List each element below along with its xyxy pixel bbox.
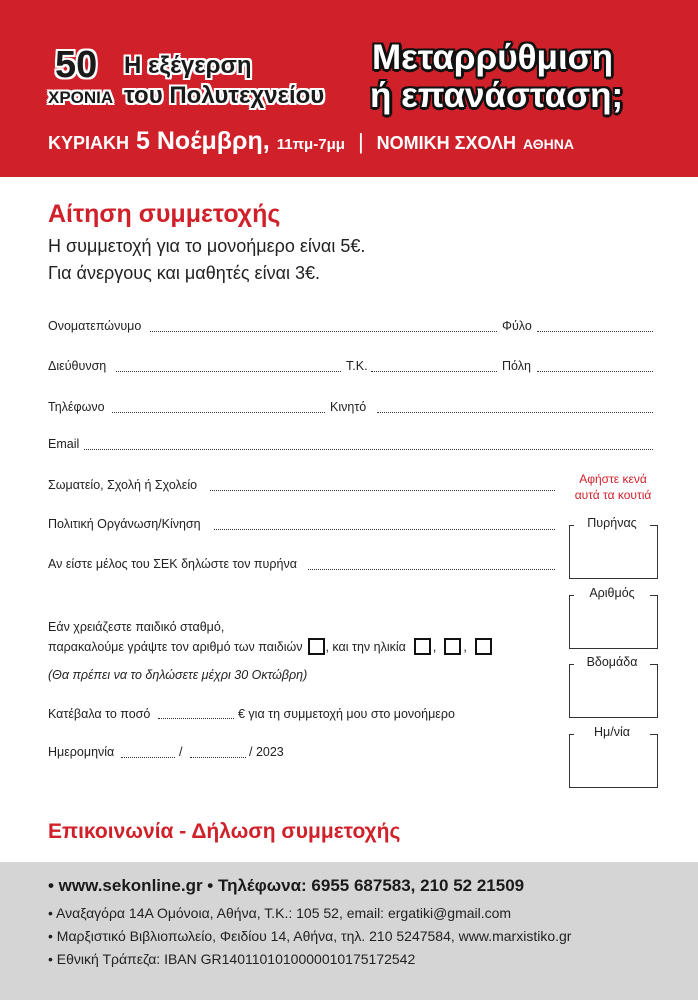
event-day: ΚΥΡΙΑΚΗ <box>48 133 130 153</box>
years-number: 50 <box>55 44 98 86</box>
paid-prefix: Κατέβαλα το ποσό <box>48 707 151 721</box>
city-field[interactable] <box>537 371 653 372</box>
address-field[interactable] <box>116 371 341 372</box>
gender-label: Φύλο <box>502 319 532 333</box>
contact-line-address: • Αναξαγόρα 14Α Ομόνοια, Αθήνα, Τ.Κ.: 105 52, email: ergatiki@gmail.com <box>48 905 512 921</box>
children-count-label: παρακαλούμε γράψτε τον αριθμό των παιδιών <box>48 639 303 654</box>
mobile-label: Κινητό <box>330 400 367 414</box>
union-label: Σωματείο, Σχολή ή Σχολείο <box>48 478 198 492</box>
contact-line-bookshop: • Μαρξιστικό Βιβλιοπωλείο, Φειδίου 14, Αθήνα, τηλ. 210 5247584, www.marxistiko.gr <box>48 928 572 944</box>
slogan-line2: ή επανάσταση; <box>370 76 624 115</box>
comma-2: , <box>463 639 467 654</box>
name-label: Ονοματεπώνυμο <box>48 319 142 333</box>
office-box-date <box>569 734 658 788</box>
office-box-week <box>569 664 658 718</box>
date-day-field[interactable] <box>121 757 175 758</box>
office-box-nucleus-label: Πυρήνας <box>574 516 650 530</box>
date-slash: / <box>179 745 183 759</box>
slogan-line1: Μεταρρύθμιση <box>372 38 613 77</box>
child-age-box-1[interactable] <box>414 638 431 655</box>
child-age-box-3[interactable] <box>475 638 492 655</box>
price-line1: Η συμμετοχή για το μονοήμερο είναι 5€. <box>48 236 366 256</box>
event-info-line <box>48 127 574 157</box>
office-box-number-label: Αριθμός <box>574 586 650 600</box>
office-note-line1: Αφήστε κενά <box>579 472 647 486</box>
paid-amount-field[interactable] <box>158 718 234 719</box>
paid-suffix: € για τη συμμετοχή μου στο μονοήμερο <box>238 707 455 721</box>
date-year: / 2023 <box>249 745 284 759</box>
phone-field[interactable] <box>112 412 325 413</box>
event-time: 11πμ-7μμ <box>276 136 345 153</box>
email-label: Email <box>48 437 80 451</box>
union-field[interactable] <box>210 490 555 491</box>
city-label: Πόλη <box>502 359 531 373</box>
office-box-date-label: Ημ/νία <box>574 725 650 739</box>
political-label: Πολιτική Οργάνωση/Κίνηση <box>48 517 201 531</box>
childcare-line2 <box>48 638 492 655</box>
years-word: ΧΡΟΝΙΑ <box>48 88 114 107</box>
gender-field[interactable] <box>537 331 653 332</box>
uprising-line2: του Πολυτεχνείου <box>124 82 325 109</box>
contact-line-bank: • Εθνική Τράπεζα: IBAN GR1401101010000010175172542 <box>48 951 416 967</box>
email-field[interactable] <box>84 449 653 450</box>
date-month-field[interactable] <box>190 757 246 758</box>
office-box-nucleus <box>569 525 658 579</box>
postcode-label: Τ.Κ. <box>346 359 368 373</box>
event-venue: ΝΟΜΙΚΗ ΣΧΟΛΗ <box>376 133 516 153</box>
political-field[interactable] <box>214 529 555 530</box>
uprising-line1: Η εξέγερση <box>124 52 252 79</box>
mobile-field[interactable] <box>377 412 653 413</box>
child-age-box-2[interactable] <box>444 638 461 655</box>
contact-line-web-phones: • www.sekonline.gr • Τηλέφωνα: 6955 687583, 210 52 21509 <box>48 876 525 895</box>
postcode-field[interactable] <box>371 371 497 372</box>
contact-title: Επικοινωνία - Δήλωση συμμετοχής <box>48 820 401 843</box>
office-box-week-label: Βδομάδα <box>574 655 650 669</box>
event-city: ΑΘΗΝΑ <box>522 136 574 152</box>
comma-1: , <box>432 639 437 654</box>
form-title: Αίτηση συμμετοχής <box>48 200 281 228</box>
event-separator: | <box>357 129 364 154</box>
address-label: Διεύθυνση <box>48 359 107 373</box>
price-line2: Για άνεργους και μαθητές είναι 3€. <box>48 263 320 283</box>
event-date: 5 Νοέμβρη, <box>136 127 270 155</box>
office-box-number <box>569 595 658 649</box>
sek-member-field[interactable] <box>308 569 555 570</box>
children-age-label: , και την ηλικία <box>325 639 406 654</box>
name-field[interactable] <box>150 331 497 332</box>
children-count-box[interactable] <box>308 638 325 655</box>
childcare-note: (Θα πρέπει να το δηλώσετε μέχρι 30 Οκτώβρη) <box>48 668 308 682</box>
phone-label: Τηλέφωνο <box>48 400 105 414</box>
childcare-line1: Εάν χρειάζεστε παιδικό σταθμό, <box>48 620 225 634</box>
office-note-line2: αυτά τα κουτιά <box>574 488 652 502</box>
date-label: Ημερομηνία <box>48 745 115 759</box>
sek-member-label: Αν είστε μέλος του ΣΕΚ δηλώστε τον πυρήνα <box>48 557 297 571</box>
